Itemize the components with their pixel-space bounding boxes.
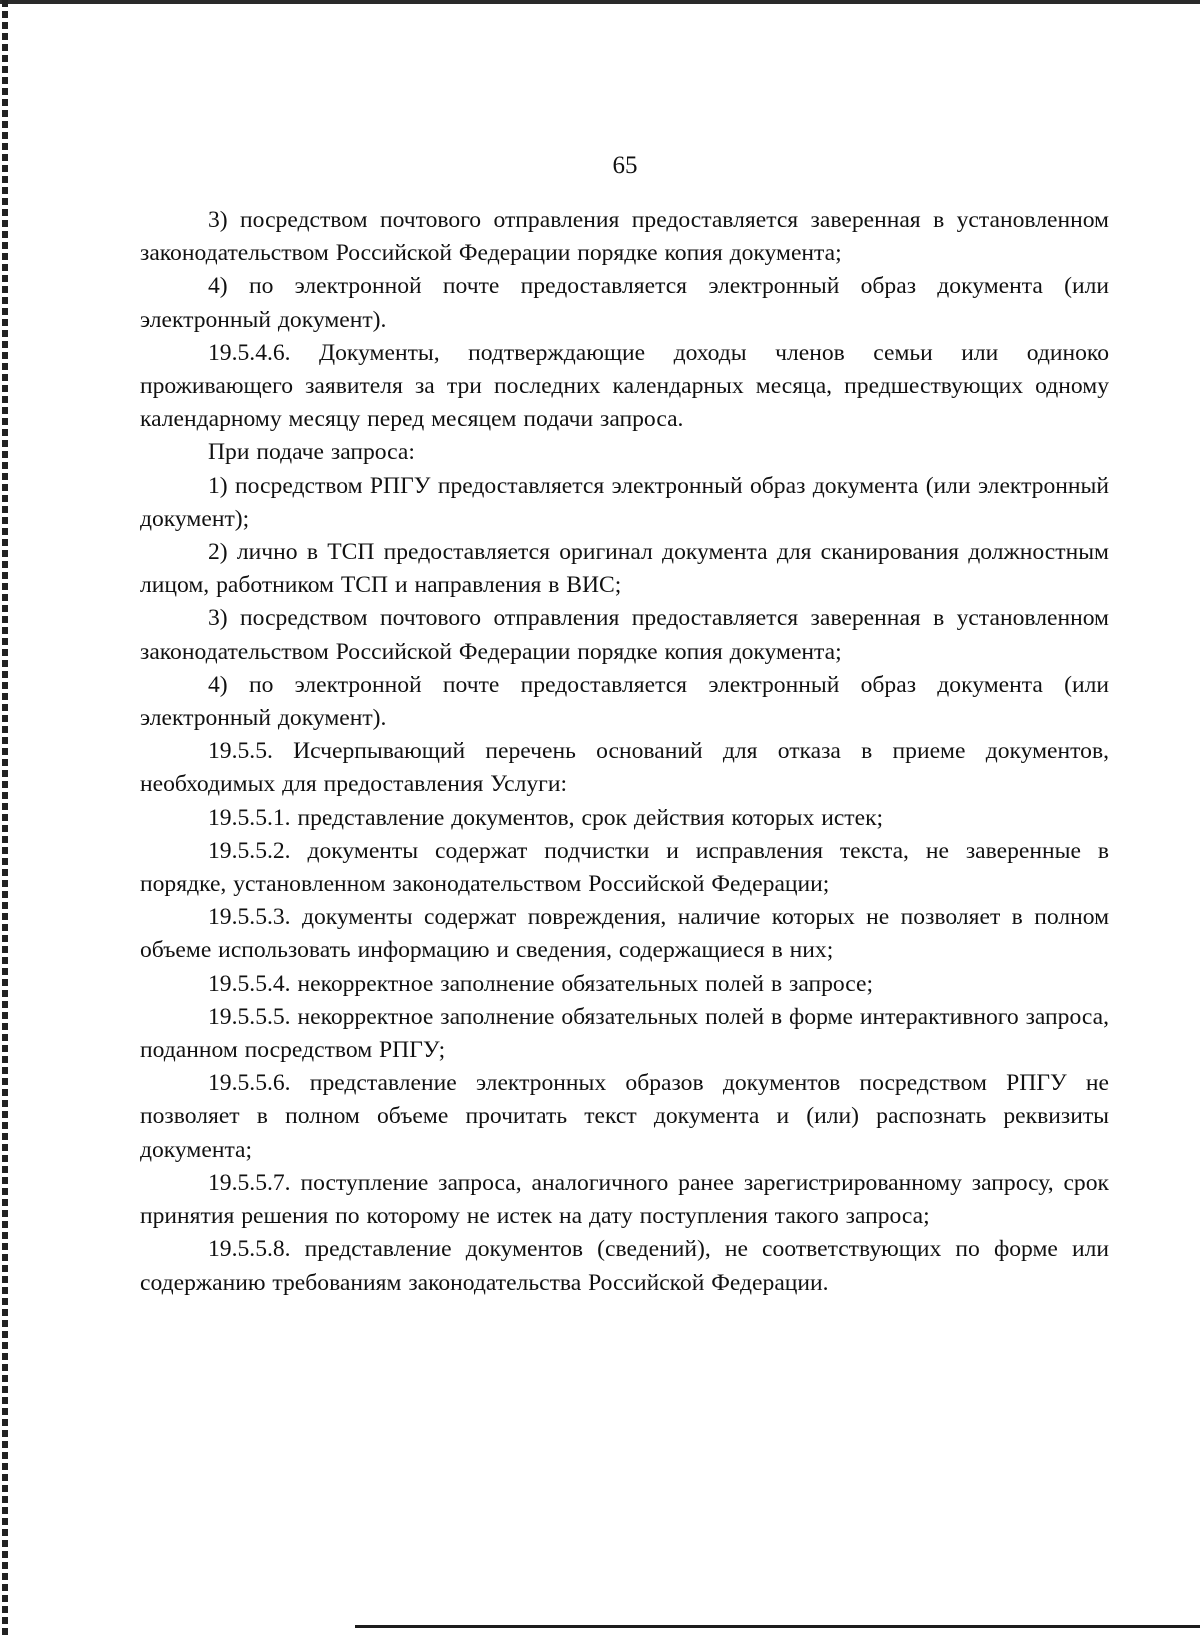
paragraph: 19.5.5.1. представление документов, срок действия которых истек; [208, 804, 884, 831]
paragraph: 2) лично в ТСП предоставляется оригинал документа для сканирования должностным лицом, работником ТСП и направления в ВИС; [140, 539, 1109, 599]
paragraph: 19.5.5.4. некорректное заполнение обязательных полей в запросе; [208, 970, 874, 997]
document-body [140, 204, 1109, 1300]
page-number: 65 [612, 152, 638, 179]
paragraph: 4) по электронной почте предоставляется электронный образ документа (или электронный документ). [140, 671, 1109, 732]
paragraph: 19.5.5.8. представление документов (сведений), не соответствующих по форме или содержанию требованиям законодательства Российской Федерации. [140, 1236, 1109, 1296]
scan-edge-bottom [355, 1625, 1200, 1628]
paragraph: 3) посредством почтового отправления предоставляется заверенная в установленном законодательством Российской Федерации порядке копия документа; [140, 207, 1109, 267]
paragraph: 19.5.5.2. документы содержат подчистки и исправления текста, не заверенные в порядке, установленном законодательством Российской Федерации; [140, 837, 1109, 898]
paragraph: 19.5.5.3. документы содержат повреждения, наличие которых не позволяет в полном объеме использовать информацию и сведения, содержащиеся в них; [140, 904, 1109, 964]
paragraph: 19.5.5.6. представление электронных образов документов посредством РПГУ не позволяет в полном объеме прочитать текст документа и (или) распознать реквизиты документа; [140, 1070, 1109, 1163]
paragraph: 4) по электронной почте предоставляется электронный образ документа (или электронный документ). [140, 273, 1109, 333]
paragraph: При подаче запроса: [208, 439, 415, 466]
paragraph: 1) посредством РПГУ предоставляется электронный образ документа (или электронный документ); [140, 472, 1109, 532]
scan-edge-left [2, 0, 8, 1635]
paragraph: 19.5.5. Исчерпывающий перечень оснований для отказа в приеме документов, необходимых для предоставления Услуги: [140, 738, 1109, 798]
paragraph: 19.5.4.6. Документы, подтверждающие доходы членов семьи или одиноко проживающего заявителя за три последних календарных месяца, предшествующих одному календарному месяцу перед месяцем подачи запроса. [140, 339, 1109, 433]
scan-edge-top [0, 0, 1200, 4]
paragraph: 3) посредством почтового отправления предоставляется заверенная в установленном законодательством Российской Федерации порядке копия документа; [140, 605, 1109, 665]
paragraph: 19.5.5.5. некорректное заполнение обязательных полей в форме интерактивного запроса, поданном посредством РПГУ; [140, 1003, 1109, 1064]
paragraph: 19.5.5.7. поступление запроса, аналогичного ранее зарегистрированному запросу, срок принятия решения по которому не истек на дату поступления такого запроса; [140, 1169, 1109, 1230]
